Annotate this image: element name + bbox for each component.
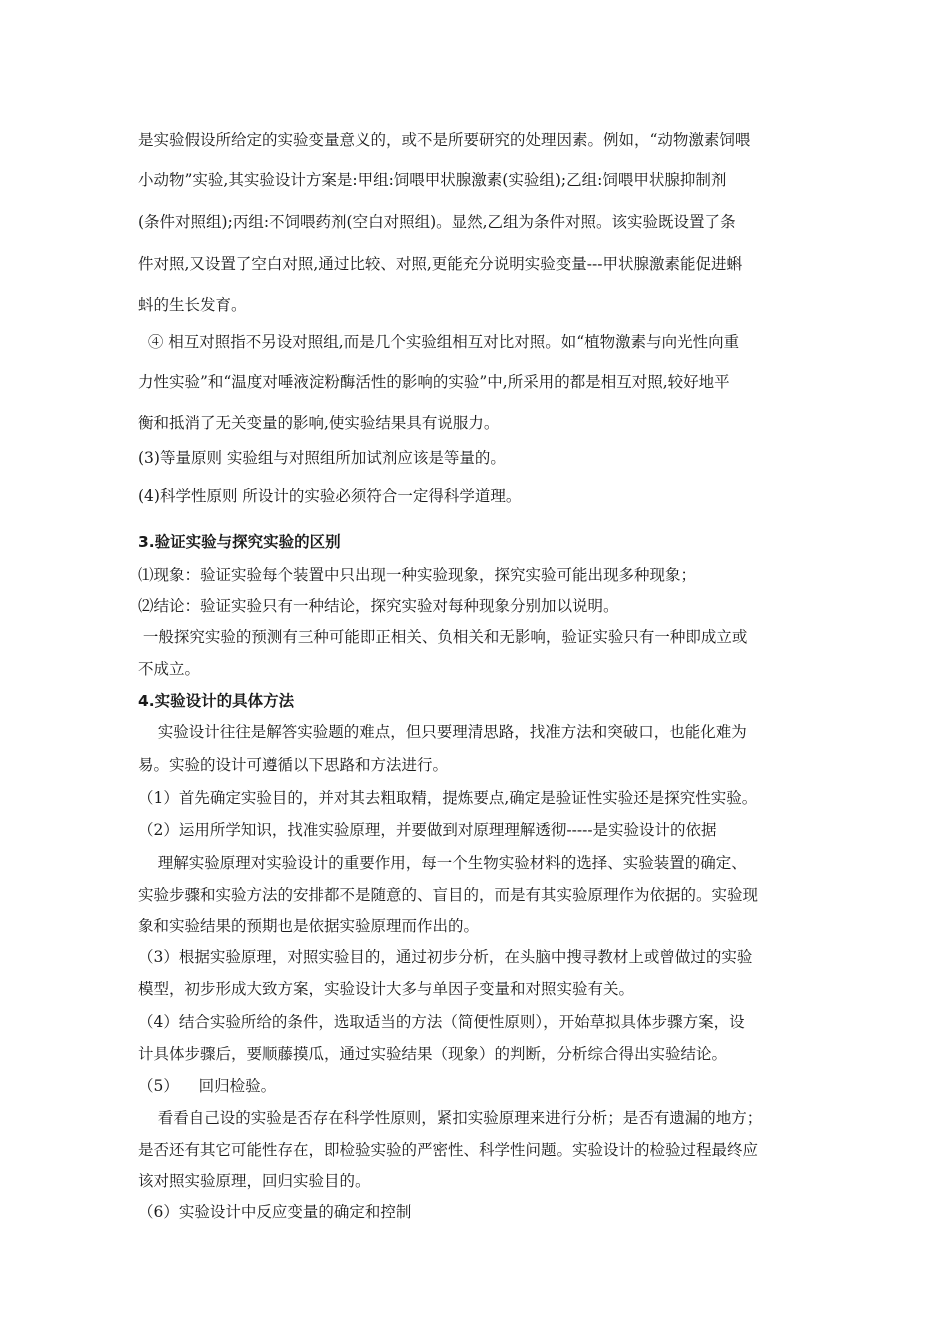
section-heading: 3.验证实验与探究实验的区别 bbox=[138, 533, 341, 551]
paragraph-line: 计具体步骤后，要顺藤摸瓜，通过实验结果（现象）的判断，分析综合得出实验结论。 bbox=[138, 1045, 728, 1063]
paragraph-line: （3）根据实验原理，对照实验目的，通过初步分析，在头脑中搜寻教材上或曾做过的实验 bbox=[138, 948, 753, 966]
paragraph-line: （2）运用所学知识，找准实验原理，并要做到对原理理解透彻-----是实验设计的依据 bbox=[138, 821, 717, 839]
paragraph-line: （6）实验设计中反应变量的确定和控制 bbox=[138, 1203, 412, 1221]
paragraph-line: 模型，初步形成大致方案，实验设计大多与单因子变量和对照实验有关。 bbox=[138, 980, 635, 998]
paragraph-line: ⑵结论：验证实验只有一种结论，探究实验对每种现象分别加以说明。 bbox=[138, 597, 619, 615]
paragraph-line: (4)科学性原则 所设计的实验必须符合一定得科学道理。 bbox=[138, 487, 522, 505]
section-heading: 4.实验设计的具体方法 bbox=[138, 692, 295, 710]
paragraph-line: 理解实验原理对实验设计的重要作用，每一个生物实验材料的选择、实验装置的确定、 bbox=[138, 854, 747, 872]
paragraph-line: 件对照,又设置了空白对照,通过比较、对照,更能充分说明实验变量---甲状腺激素能促进蝌 bbox=[138, 255, 742, 273]
paragraph-line: 是实验假设所给定的实验变量意义的，或不是所要研究的处理因素。例如，“动物激素饲喂 bbox=[138, 131, 751, 149]
paragraph-line: 力性实验”和“温度对唾液淀粉酶活性的影响的实验”中,所采用的都是相互对照,较好地平 bbox=[138, 373, 730, 391]
paragraph-line: （5） 回归检验。 bbox=[138, 1077, 277, 1095]
paragraph-line: 易。实验的设计可遵循以下思路和方法进行。 bbox=[138, 756, 449, 774]
paragraph-line: (条件对照组);丙组:不饲喂药剂(空白对照组)。显然,乙组为条件对照。该实验既设置了条 bbox=[138, 213, 736, 231]
paragraph-line: 蚪的生长发育。 bbox=[138, 296, 247, 314]
paragraph-line: 该对照实验原理，回归实验目的。 bbox=[138, 1172, 371, 1190]
paragraph-line: （4）结合实验所给的条件，选取适当的方法（简便性原则），开始草拟具体步骤方案，设 bbox=[138, 1013, 745, 1031]
paragraph-line: (3)等量原则 实验组与对照组所加试剂应该是等量的。 bbox=[138, 449, 506, 467]
paragraph-line: 小动物”实验,其实验设计方案是:甲组:饲喂甲状腺激素(实验组);乙组:饲喂甲状腺抑制剂 bbox=[138, 171, 727, 189]
paragraph-line: 象和实验结果的预期也是依据实验原理而作出的。 bbox=[138, 917, 480, 935]
paragraph-line: （1）首先确定实验目的，并对其去粗取精，提炼要点,确定是验证性实验还是探究性实验。 bbox=[138, 789, 758, 807]
paragraph-line: 一般探究实验的预测有三种可能即正相关、负相关和无影响，验证实验只有一种即成立或 bbox=[138, 628, 748, 646]
paragraph-line: 是否还有其它可能性存在，即检验实验的严密性、科学性问题。实验设计的检验过程最终应 bbox=[138, 1141, 759, 1159]
paragraph-line: 不成立。 bbox=[138, 660, 201, 678]
paragraph-line: ⑴现象：验证实验每个装置中只出现一种实验现象，探究实验可能出现多种现象； bbox=[138, 566, 697, 584]
paragraph-line: 实验步骤和实验方法的安排都不是随意的、盲目的，而是有其实验原理作为依据的。实验现 bbox=[138, 886, 759, 904]
paragraph-line: 衡和抵消了无关变量的影响,使实验结果具有说服力。 bbox=[138, 414, 500, 432]
paragraph-line: ④ 相互对照指不另设对照组,而是几个实验组相互对比对照。如“植物激素与向光性向重 bbox=[138, 333, 740, 351]
paragraph-line: 实验设计往往是解答实验题的难点，但只要理清思路，找准方法和突破口，也能化难为 bbox=[138, 723, 747, 741]
paragraph-line: 看看自己设的实验是否存在科学性原则，紧扣实验原理来进行分析；是否有遗漏的地方； bbox=[138, 1109, 763, 1127]
